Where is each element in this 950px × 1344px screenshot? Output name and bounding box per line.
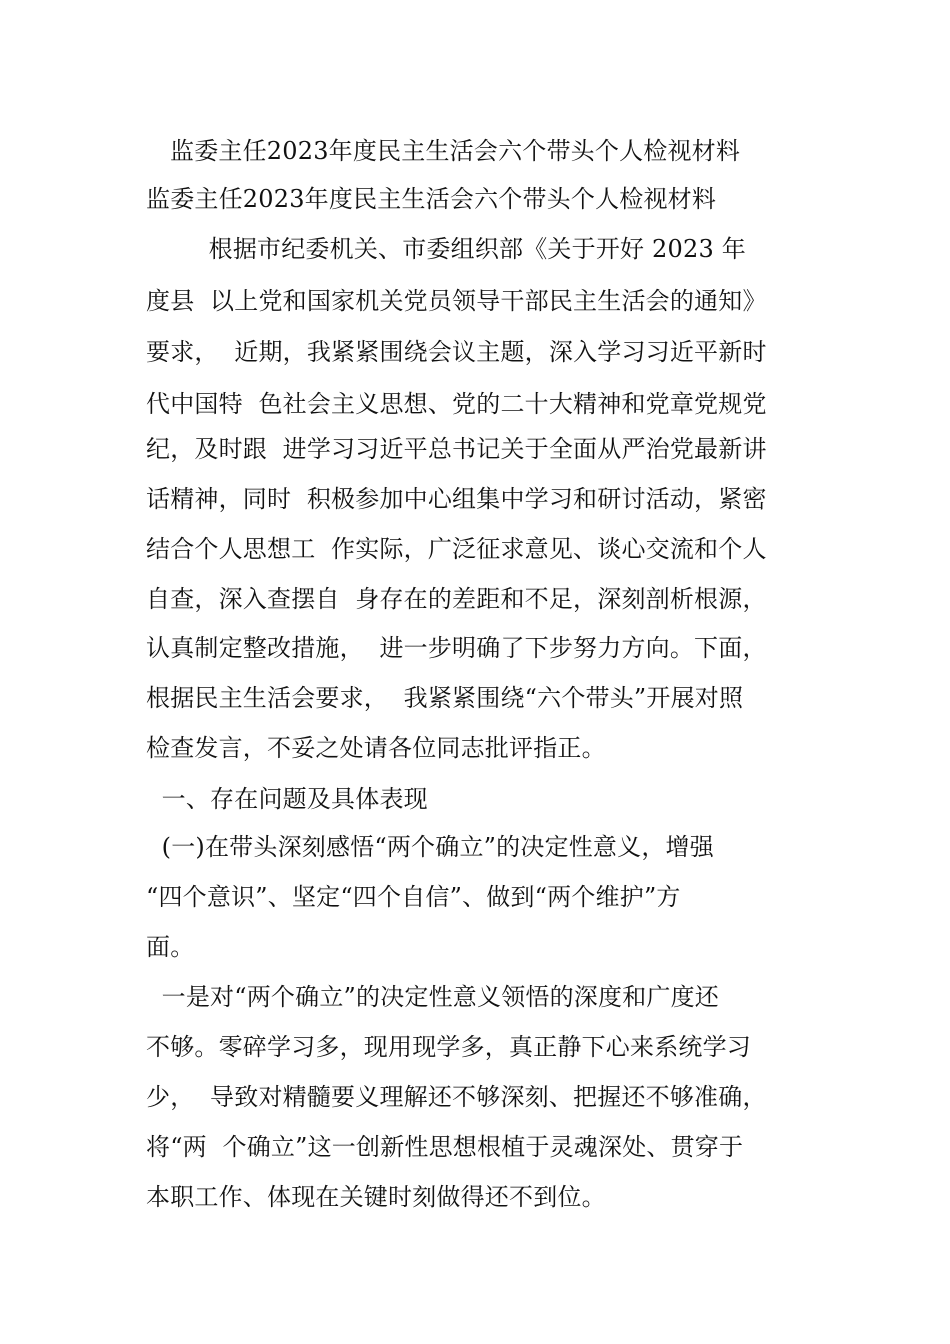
body-line: 认真制定整改措施， 进一步明确了下步努力方向。下面， [146,634,767,662]
body-line: 少， 导致对精髓要义理解还不够深刻、把握还不够准确， [146,1083,767,1111]
body-line: 不够。零碎学习多，现用现学多，真正静下心来系统学习 [146,1033,751,1061]
body-line: 自查，深入查摆自 身存在的差距和不足，深刻剖析根源， [146,585,767,613]
body-line: 代中国特 色社会主义思想、党的二十大精神和党章党规党 [146,390,767,418]
body-line: 检查发言，不妥之处请各位同志批评指正。 [146,734,606,762]
section-heading: 一、存在问题及具体表现 [146,785,428,813]
document-title-line: 监委主任2023年度民主生活会六个带头个人检视材料 [146,185,717,213]
body-line: 要求， 近期，我紧紧围绕会议主题，深入学习习近平新时 [146,338,767,366]
body-line: 话精神，同时 积极参加中心组集中学习和研讨活动，紧密 [146,485,767,513]
subsection-heading-line: “四个意识”、坚定“四个自信”、做到“两个维护”方 [146,883,681,911]
subsection-heading-line: (一)在带头深刻感悟“两个确立”的决定性意义，增强 [146,833,714,861]
body-line: 一是对“两个确立”的决定性意义领悟的深度和广度还 [146,983,719,1011]
body-line: 本职工作、体现在关键时刻做得还不到位。 [146,1183,606,1211]
body-line: 纪，及时跟 进学习习近平总书记关于全面从严治党最新讲 [146,435,767,463]
subsection-heading-line: 面。 [146,933,195,961]
body-line: 结合个人思想工 作实际，广泛征求意见、谈心交流和个人 [146,535,767,563]
document-title-line: 监委主任2023年度民主生活会六个带头个人检视材料 [170,137,741,165]
body-line: 度县 以上党和国家机关党员领导干部民主生活会的通知》 [146,287,767,315]
body-line: 将“两 个确立”这一创新性思想根植于灵魂深处、贯穿于 [146,1133,744,1161]
body-line: 根据民主生活会要求， 我紧紧围绕“六个带头”开展对照 [146,684,744,712]
body-line: 根据市纪委机关、市委组织部《关于开好 2023 年 [146,235,746,263]
